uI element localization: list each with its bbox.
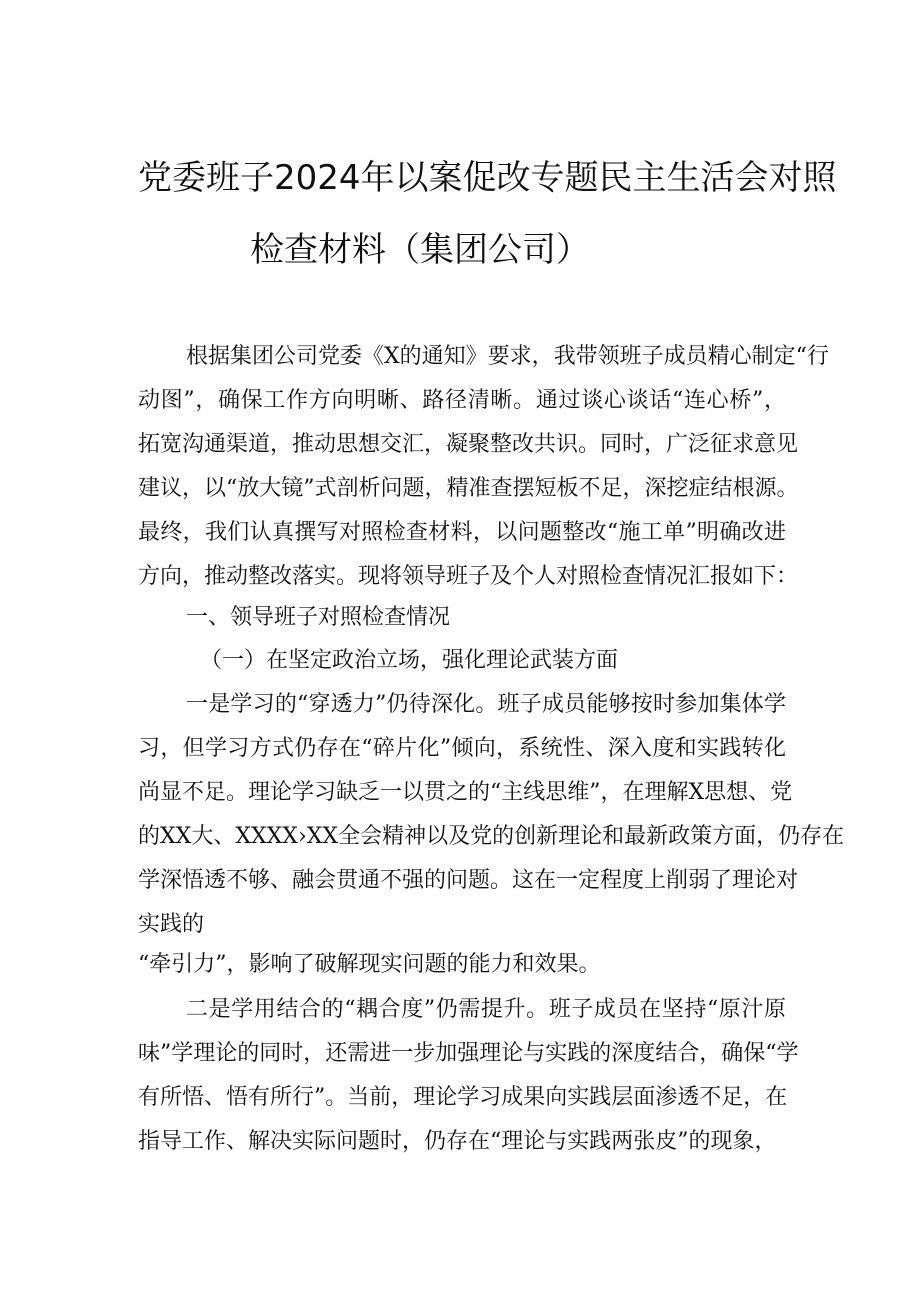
point1-line-4: 的XX大、XXXX›XX全会精神以及党的创新理论和最新政策方面，仍存在 xyxy=(138,824,845,849)
point2-line-3: 有所悟、悟有所行”。当前，理论学习成果向实践层面渗透不足，在 xyxy=(138,1085,788,1110)
point1-line-1: 一是学习的“穿透力”仍待深化。班子成员能够按时参加集体学 xyxy=(186,692,786,717)
point1-line-2: 习，但学习方式仍存在“碎片化”倾向，系统性、深入度和实践转化 xyxy=(138,736,786,761)
intro-line-2: 动图”，确保工作方向明晰、路径清晰。通过谈心谈话“连心桥”， xyxy=(138,388,786,413)
point1-line-7: “牵引力”，影响了破解现实问题的能力和效果。 xyxy=(138,952,601,977)
document-title-line-2: 检查材料（集团公司） xyxy=(250,230,590,270)
point2-line-1: 二是学用结合的“耦合度”仍需提升。班子成员在坚持“原汁原 xyxy=(186,997,786,1022)
subsection-heading-1: （一）在坚定政治立场，强化理论武装方面 xyxy=(200,648,619,673)
point2-line-4: 指导工作、解决实际问题时，仍存在“理论与实践两张皮”的现象， xyxy=(138,1129,777,1154)
point1-line-6: 实践的 xyxy=(138,912,205,937)
intro-line-1: 根据集团公司党委《X的通知》要求，我带领班子成员精心制定“行 xyxy=(186,344,829,369)
section-heading-1: 一、领导班子对照检查情况 xyxy=(186,605,451,630)
point2-line-2: 味”学理论的同时，还需进一步加强理论与实践的深度结合，确保“学 xyxy=(138,1041,799,1066)
document-title-line-1: 党委班子2024年以案促改专题民主生活会对照 xyxy=(138,158,837,198)
intro-line-4: 建议，以“放大镜”式剖析问题，精准查摆短板不足，深挖症结根源。 xyxy=(138,476,799,501)
point1-line-3: 尚显不足。理论学习缺乏一以贯之的“主线思维”，在理解X思想、党 xyxy=(138,780,793,805)
intro-line-3: 拓宽沟通渠道，推动思想交汇，凝聚整改共识。同时，广泛征求意见 xyxy=(138,432,799,457)
intro-line-6: 方向，推动整改落实。现将领导班子及个人对照检查情况汇报如下： xyxy=(138,564,799,589)
point1-line-5: 学深悟透不够、融会贯通不强的问题。这在一定程度上削弱了理论对 xyxy=(138,868,799,893)
intro-line-5: 最终，我们认真撰写对照检查材料，以问题整改“施工单”明确改进 xyxy=(138,520,786,545)
